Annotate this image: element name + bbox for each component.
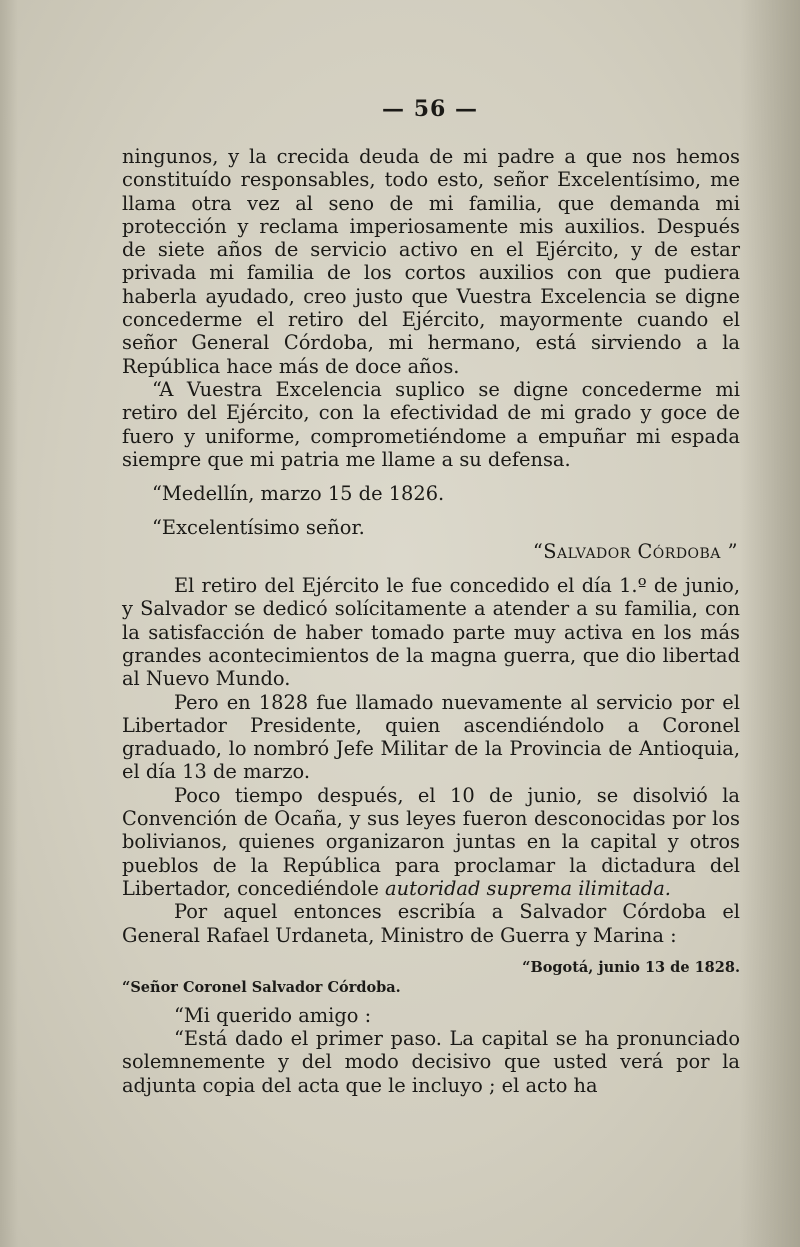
page-shadow-left — [0, 0, 18, 1247]
letter-paragraph: “Está dado el primer paso. La capital se ha pronunciado solemnemente y del modo decisivo que usted verá por la adjunta copia del acta que le incluyo ; el acto ha — [122, 1027, 740, 1097]
page-text — [122, 145, 740, 1097]
letter-dateline: “Medellín, marzo 15 de 1826. — [152, 482, 445, 506]
letter-salutation: “Excelentísimo señor. — [152, 516, 365, 540]
italic-phrase: autoridad suprema ilimitada. — [385, 876, 671, 900]
letter-addressee: “Señor Coronel Salvador Córdoba. — [122, 978, 401, 996]
paragraph-request: “A Vuestra Excelencia suplico se digne concederme mi retiro del Ejército, con la efectividad de mi grado y goce de fuero y uniforme, comprometiéndome a empuñar mi espada siempre que mi patria me llame a su defensa. — [122, 377, 740, 471]
paragraph-recall: Pero en 1828 fue llamado nuevamente al servicio por el Libertador Presidente, quien ascendiéndolo a Coronel graduado, lo nombró Jefe Militar de la Provincia de Antioquia, el día 13 de marzo. — [122, 690, 740, 784]
page-shadow-right — [740, 0, 800, 1247]
paragraph-urdaneta: Por aquel entonces escribía a Salvador Córdoba el General Rafael Urdaneta, Ministro de Guerra y Marina : — [122, 900, 740, 947]
paragraph-convention-text: Poco tiempo después, el 10 de junio, se disolvió la Convención de Ocaña, y sus leyes fueron desconocidas por los bolivianos, quienes organizaron juntas en la capital y otros pueblos de la República para proclamar la dictadura del Libertador, concediéndole — [122, 783, 740, 900]
letter-date-bogota: “Bogotá, junio 13 de 1828. — [522, 958, 740, 976]
page-number: — 56 — — [382, 96, 478, 122]
paragraph-retirement: El retiro del Ejército le fue concedido el día 1.º de junio, y Salvador se dedicó solícitamente a atender a su familia, con la satisfacción de haber tomado parte muy activa en los más grandes acontecimientos de la magna guerra, que dio libertad al Nuevo Mundo. — [122, 574, 740, 691]
letter-signature: “Salvador Córdoba ” — [532, 539, 738, 563]
paragraph-convention — [122, 784, 740, 900]
paragraph-continuation: ningunos, y la crecida deuda de mi padre a que nos hemos constituído responsables, todo esto, señor Excelentísimo, me llama otra vez al seno de mi familia, que demanda mi protección y reclama imperiosamente mis auxilios. Después de siete años de servicio activo en el Ejército, y de estar privada mi familia de los cortos auxilios con que pudiera haberla ayudado, creo justo que Vuestra Excelencia se digne concederme el retiro del Ejército, mayormente cuando el señor General Córdoba, mi hermano, está sirviendo a la República hace más de doce años. — [122, 145, 740, 378]
letter-greeting: “Mi querido amigo : — [174, 1003, 372, 1027]
